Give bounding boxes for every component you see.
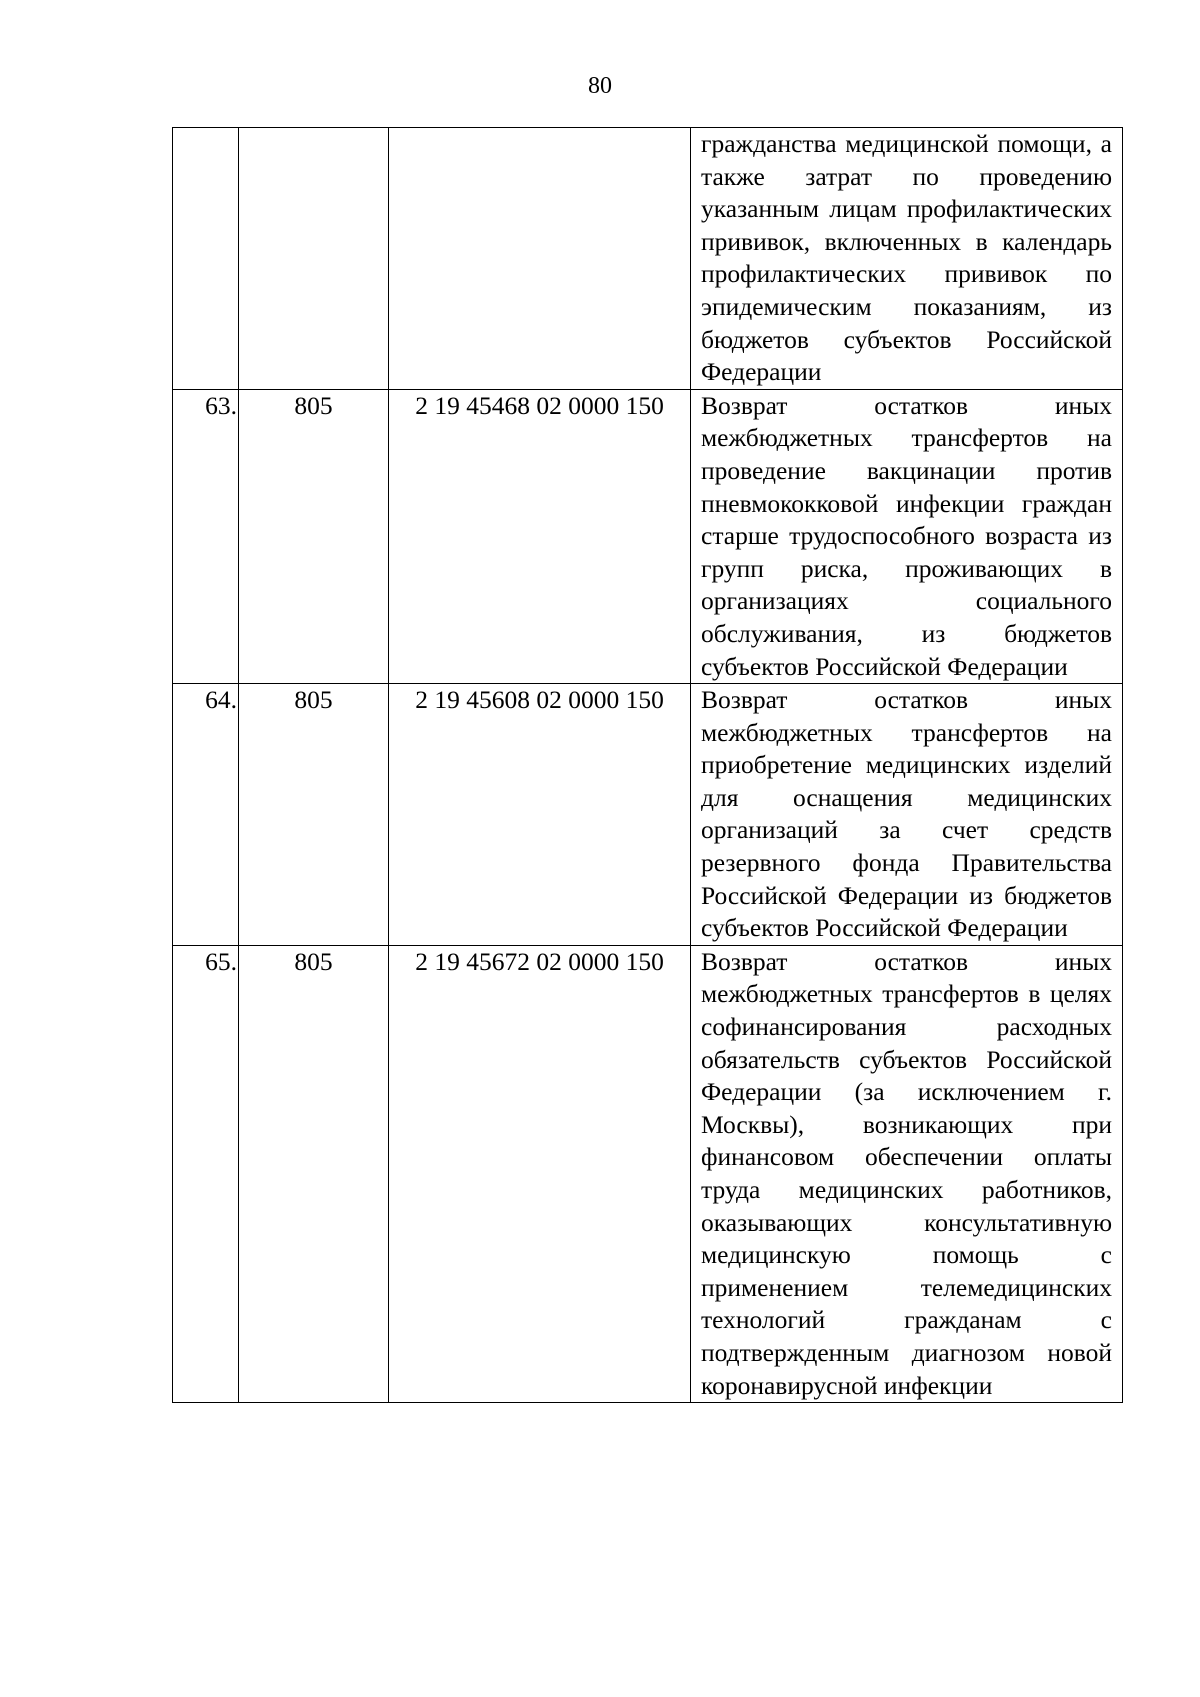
budget-code-cell <box>389 128 691 390</box>
administrator-code-cell <box>239 128 389 390</box>
budget-code-cell: 2 19 45672 02 0000 150 <box>389 945 691 1402</box>
table-row <box>173 389 1123 683</box>
budget-classification-table <box>172 127 1123 1403</box>
administrator-code-cell: 805 <box>239 684 389 946</box>
table-row <box>173 684 1123 946</box>
description-cell <box>691 128 1123 390</box>
budget-code-cell: 2 19 45608 02 0000 150 <box>389 684 691 946</box>
row-number: 63. <box>205 390 237 420</box>
row-number-cell <box>173 389 239 683</box>
row-number-cell <box>173 128 239 390</box>
row-number: 65. <box>205 946 237 976</box>
description-cell <box>691 389 1123 683</box>
administrator-code-cell: 805 <box>239 389 389 683</box>
budget-code-cell: 2 19 45468 02 0000 150 <box>389 389 691 683</box>
table-row <box>173 128 1123 390</box>
table-row <box>173 945 1123 1402</box>
row-number-cell <box>173 684 239 946</box>
description-text: Возврат остатков иных межбюджетных трансфертов на приобретение медицинских изделий для оснащения медицинских организаций за счет средств резервного фонда Правительства Российской Федерации из бюджетов субъектов Российской Федерации <box>701 685 1112 943</box>
description-text: гражданства медицинской помощи, а также затрат по проведению указанным лицам профилактических прививок, включенных в календарь профилактических прививок по эпидемическим показаниям, из бюджетов субъектов Российской Федерации <box>701 129 1112 387</box>
row-number-cell <box>173 945 239 1402</box>
row-number: 64. <box>205 685 237 715</box>
administrator-code-cell: 805 <box>239 945 389 1402</box>
description-text: Возврат остатков иных межбюджетных трансфертов на проведение вакцинации против пневмококковой инфекции граждан старше трудоспособного возраста из групп риска, проживающих в организациях социального обслуживания, из бюджетов субъектов Российской Федерации <box>701 390 1112 681</box>
page-number: 80 <box>588 73 612 99</box>
description-cell <box>691 945 1123 1402</box>
description-cell <box>691 684 1123 946</box>
description-text: Возврат остатков иных межбюджетных трансфертов в целях софинансирования расходных обязательств субъектов Российской Федерации (за исключением г. Москвы), возникающих при финансовом обеспечении оплаты труда медицинских работников, оказывающих консультативную медицинскую помощь с применением телемедицинских технологий гражданам с подтвержденным диагнозом новой коронавирусной инфекции <box>701 946 1112 1400</box>
